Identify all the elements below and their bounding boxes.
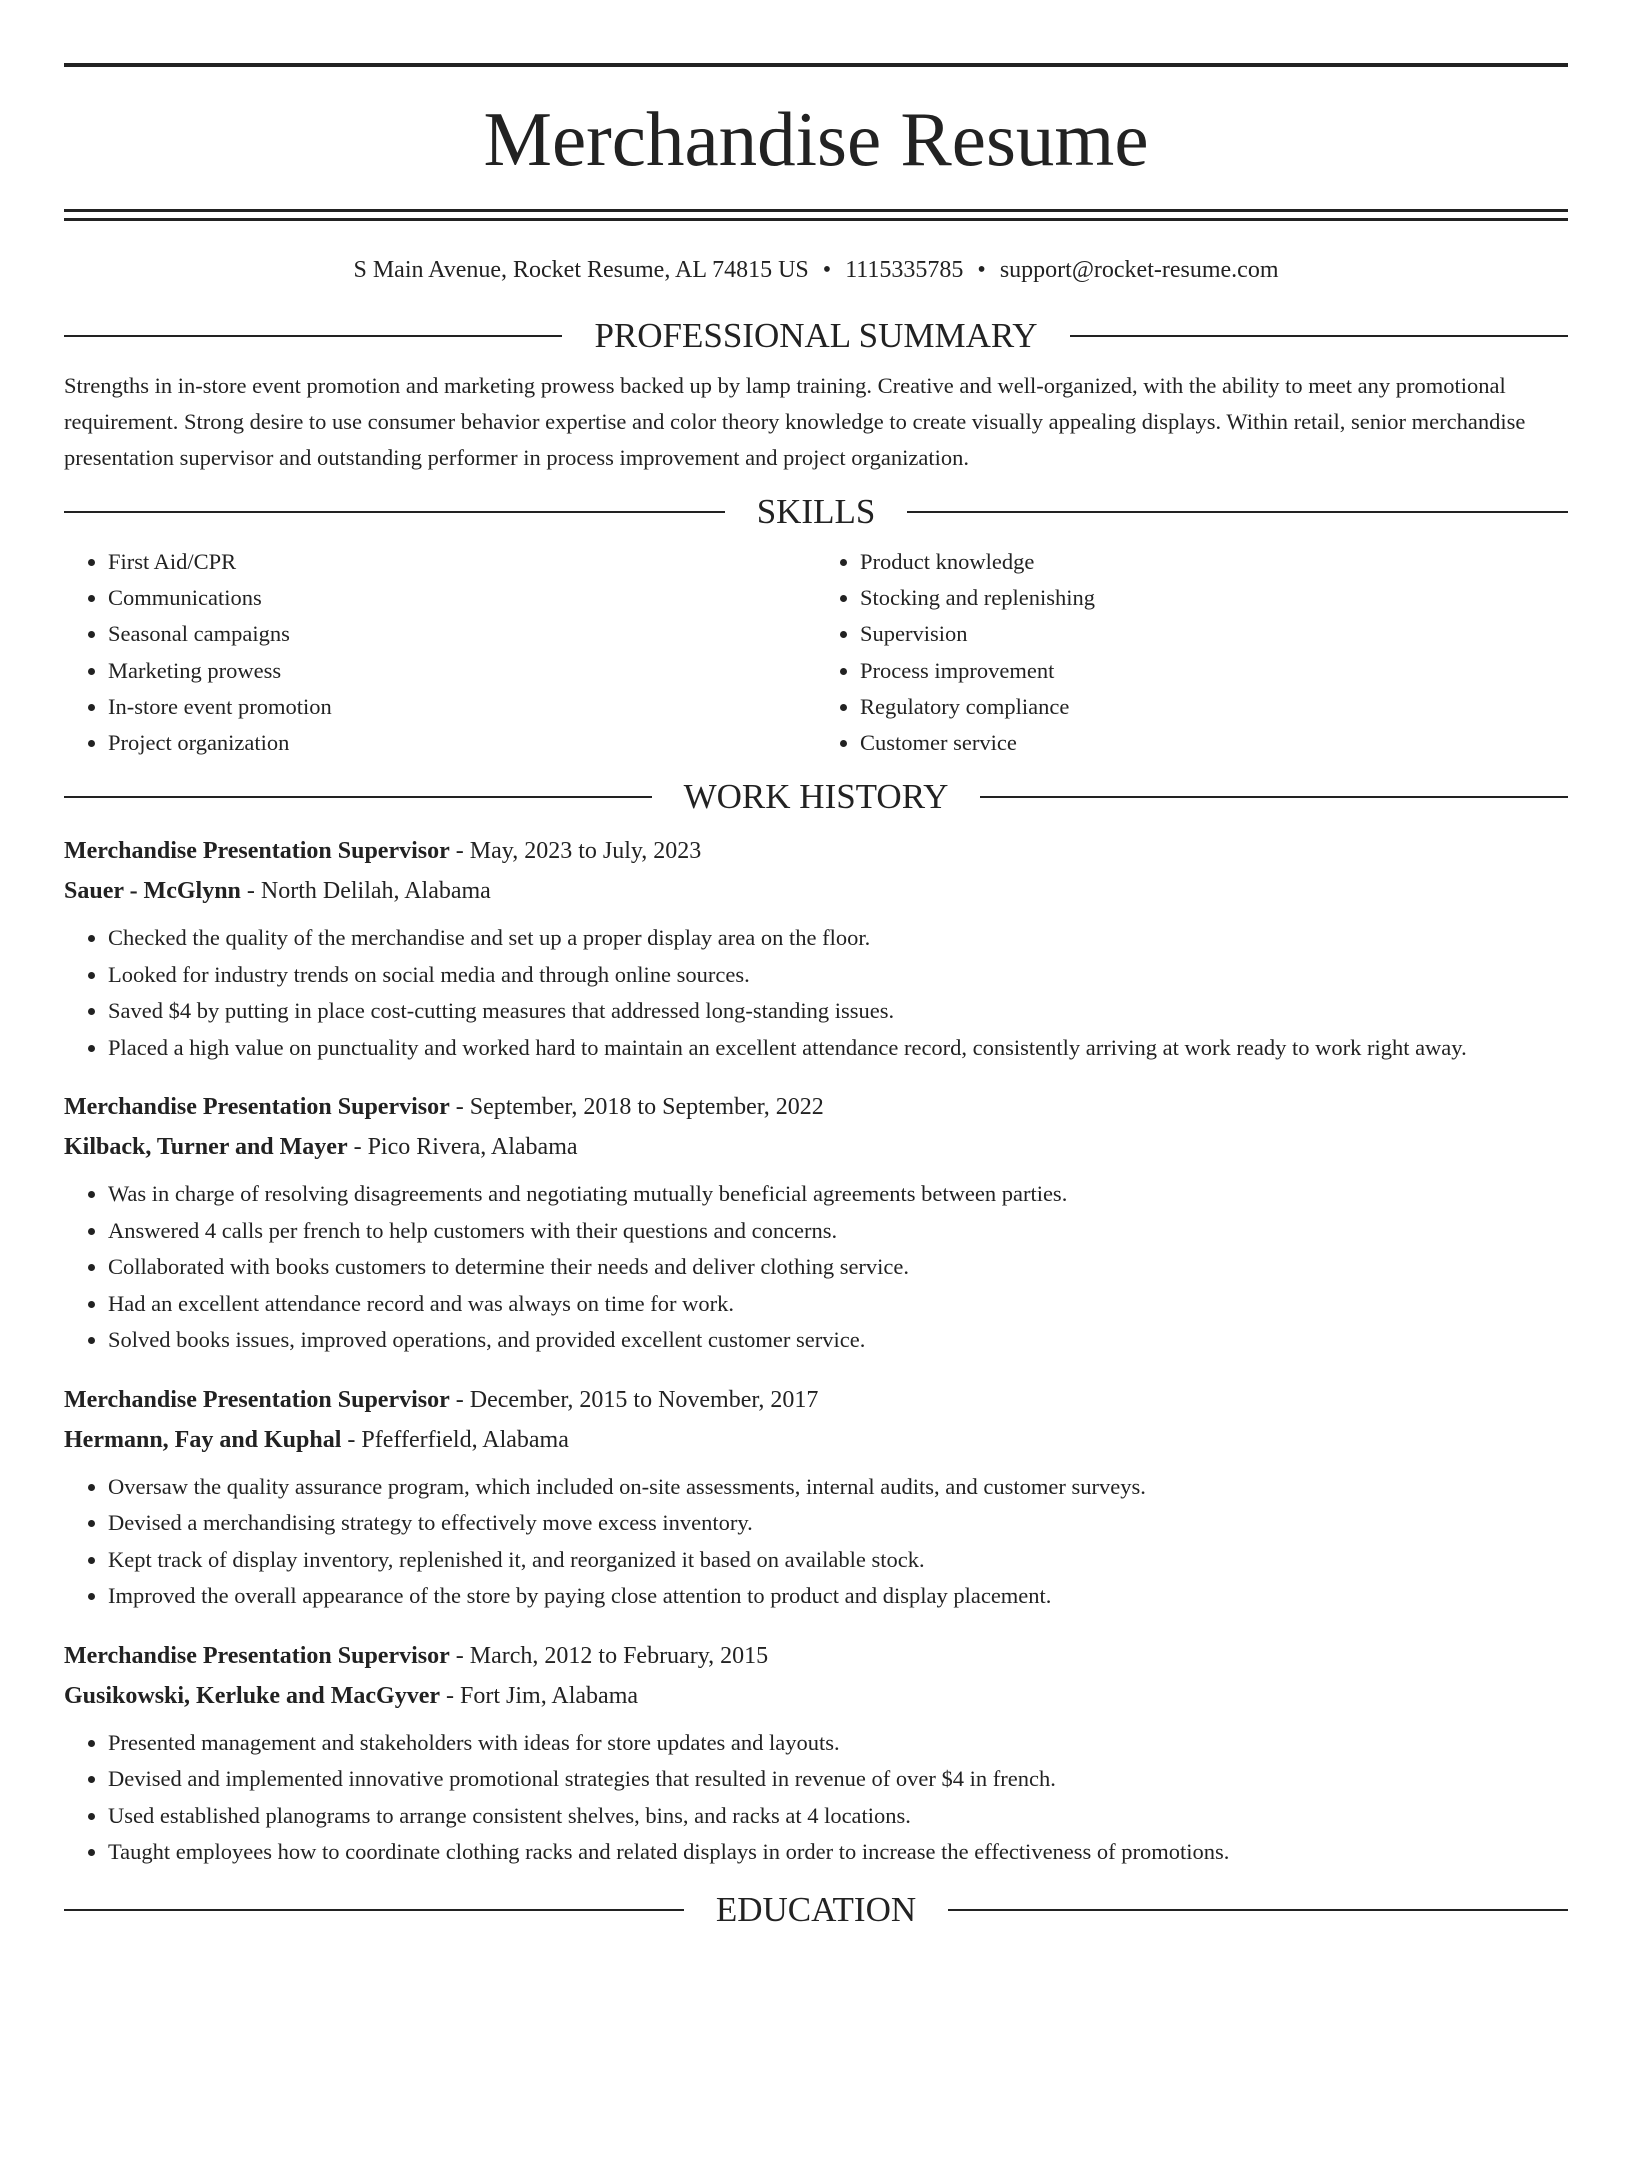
skill-item: • In-store event promotion — [108, 689, 816, 725]
job-bullet: • Taught employees how to coordinate clothing racks and related displays in order to increase the effectiveness of promotions. — [108, 1834, 1568, 1871]
job-entry — [64, 1636, 1568, 1871]
heading-rule — [64, 1909, 684, 1911]
job-bullet: • Oversaw the quality assurance program, which included on-site assessments, internal audits, and customer surveys. — [108, 1469, 1568, 1506]
contact-separator: • — [822, 257, 832, 283]
job-bullet: • Saved $4 by putting in place cost-cutting measures that addressed long-standing issues. — [108, 993, 1568, 1030]
skills-columns — [64, 544, 1568, 761]
job-bullet: • Devised and implemented innovative promotional strategies that resulted in revenue of over $4 in french. — [108, 1761, 1568, 1798]
heading-rule — [948, 1909, 1568, 1911]
job-bullet: • Devised a merchandising strategy to effectively move excess inventory. — [108, 1505, 1568, 1542]
job-bullets — [64, 1725, 1568, 1871]
summary-section-heading — [64, 316, 1568, 356]
skill-item: • Customer service — [860, 725, 1568, 761]
job-company: Gusikowski, Kerluke and MacGyver — [64, 1682, 441, 1709]
skill-item: • Process improvement — [860, 653, 1568, 689]
job-dates: - December, 2015 to November, 2017 — [449, 1386, 819, 1413]
skills-section-heading — [64, 492, 1568, 532]
job-location: - Fort Jim, Alabama — [440, 1682, 639, 1709]
job-title: Merchandise Presentation Supervisor — [64, 1094, 450, 1121]
job-title: Merchandise Presentation Supervisor — [64, 1386, 450, 1413]
job-bullet: • Improved the overall appearance of the store by paying close attention to product and display placement. — [108, 1578, 1568, 1615]
contact-separator: • — [977, 257, 986, 283]
skill-item: • Stocking and replenishing — [860, 580, 1568, 616]
skill-item: • Communications — [108, 580, 816, 616]
heading-rule — [64, 511, 725, 513]
job-bullet: • Used established planograms to arrange consistent shelves, bins, and racks at 4 locations. — [108, 1798, 1568, 1835]
job-company-line — [64, 1676, 1568, 1716]
contact-phone: 1115335785 — [845, 257, 964, 283]
work-section-heading — [64, 777, 1568, 817]
job-company-line — [64, 1127, 1568, 1167]
job-bullet: • Looked for industry trends on social media and through online sources. — [108, 957, 1568, 994]
job-entry — [64, 831, 1568, 1066]
skill-item: • Regulatory compliance — [860, 689, 1568, 725]
job-location: - Pfefferfield, Alabama — [341, 1426, 569, 1453]
job-bullets — [64, 1469, 1568, 1615]
job-dates: - May, 2023 to July, 2023 — [449, 838, 702, 865]
skill-item: • Marketing prowess — [108, 653, 816, 689]
job-title-line — [64, 1636, 1568, 1676]
skills-list-right — [816, 544, 1568, 761]
skills-list-left — [64, 544, 816, 761]
job-dates: - September, 2018 to September, 2022 — [449, 1094, 824, 1121]
skills-heading: SKILLS — [756, 492, 876, 531]
heading-rule — [64, 335, 562, 337]
contact-email: support@rocket-resume.com — [999, 257, 1279, 283]
job-bullet: • Checked the quality of the merchandise and set up a proper display area on the floor. — [108, 920, 1568, 957]
job-entry — [64, 1087, 1568, 1359]
skill-item: • Seasonal campaigns — [108, 616, 816, 652]
resume-title: Merchandise Resume — [483, 96, 1149, 182]
job-company: Kilback, Turner and Mayer — [64, 1134, 348, 1161]
job-bullet: • Placed a high value on punctuality and worked hard to maintain an excellent attendance record, consistently arriving at work ready to work right away. — [108, 1030, 1568, 1067]
title-double-rule — [64, 209, 1568, 221]
job-bullet: • Was in charge of resolving disagreements and negotiating mutually beneficial agreements between parties. — [108, 1176, 1568, 1213]
job-bullet: • Had an excellent attendance record and was always on time for work. — [108, 1286, 1568, 1323]
job-bullet: • Answered 4 calls per french to help customers with their questions and concerns. — [108, 1213, 1568, 1250]
job-bullet: • Collaborated with books customers to determine their needs and deliver clothing service. — [108, 1249, 1568, 1286]
heading-rule — [1070, 335, 1568, 337]
job-company: Hermann, Fay and Kuphal — [64, 1426, 342, 1453]
skill-item: • Supervision — [860, 616, 1568, 652]
job-company: Sauer - McGlynn — [64, 878, 241, 905]
job-title-line — [64, 1087, 1568, 1127]
education-section-heading — [64, 1890, 1568, 1930]
work-heading: WORK HISTORY — [683, 777, 949, 817]
summary-text: Strengths in in-store event promotion and marketing prowess backed up by lamp training. Creative and well-organized, with the ability to meet any promotional requirement. Strong desire to use consumer behavior expertise and color theory knowledge to create visually appealing displays. Within retail, senior merchandise presentation supervisor and outstanding performer in process improvement and project organization. — [64, 373, 1526, 470]
heading-rule — [980, 796, 1568, 798]
skill-item: • Product knowledge — [860, 544, 1568, 580]
job-title: Merchandise Presentation Supervisor — [64, 838, 450, 865]
job-bullet: • Presented management and stakeholders with ideas for store updates and layouts. — [108, 1725, 1568, 1762]
contact-address: S Main Avenue, Rocket Resume, AL 74815 US — [353, 257, 809, 283]
job-title: Merchandise Presentation Supervisor — [64, 1642, 450, 1669]
job-entry — [64, 1380, 1568, 1615]
job-bullet: • Kept track of display inventory, replenished it, and reorganized it based on available stock. — [108, 1542, 1568, 1579]
skill-item: • Project organization — [108, 725, 816, 761]
heading-rule — [907, 511, 1568, 513]
job-bullet: • Solved books issues, improved operations, and provided excellent customer service. — [108, 1322, 1568, 1359]
summary-heading: PROFESSIONAL SUMMARY — [594, 316, 1038, 355]
job-company-line — [64, 1420, 1568, 1460]
job-company-line — [64, 871, 1568, 911]
job-location: - North Delilah, Alabama — [240, 878, 491, 905]
education-heading: EDUCATION — [715, 1889, 917, 1929]
heading-rule — [64, 796, 652, 798]
job-bullets — [64, 1176, 1568, 1359]
job-bullets — [64, 920, 1568, 1066]
skill-item: • First Aid/CPR — [108, 544, 816, 580]
top-rule — [64, 63, 1568, 67]
job-location: - Pico Rivera, Alabama — [347, 1134, 578, 1161]
resume-page — [64, 63, 1568, 1930]
work-history-list — [64, 831, 1568, 1871]
job-dates: - March, 2012 to February, 2015 — [449, 1642, 769, 1669]
job-title-line — [64, 831, 1568, 871]
job-title-line — [64, 1380, 1568, 1420]
contact-line — [64, 255, 1568, 285]
